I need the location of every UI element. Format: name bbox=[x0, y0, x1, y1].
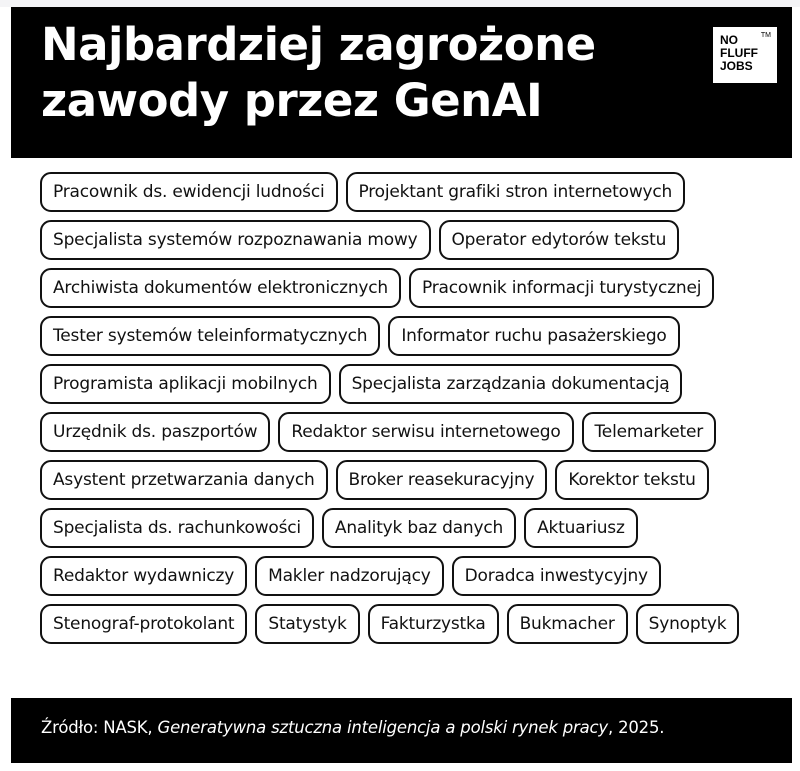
profession-tag: Bukmacher bbox=[507, 604, 628, 644]
profession-tag: Informator ruchu pasażerskiego bbox=[388, 316, 679, 356]
profession-tag: Korektor tekstu bbox=[555, 460, 708, 500]
profession-tag: Statystyk bbox=[255, 604, 359, 644]
profession-tag: Aktuariusz bbox=[524, 508, 638, 548]
profession-tag: Synoptyk bbox=[636, 604, 740, 644]
logo-line-3: JOBS bbox=[720, 59, 753, 73]
source-suffix: , 2025. bbox=[608, 718, 665, 737]
profession-tag: Telemarketer bbox=[582, 412, 717, 452]
profession-tag: Analityk baz danych bbox=[322, 508, 516, 548]
profession-tag: Urzędnik ds. paszportów bbox=[40, 412, 270, 452]
page-title bbox=[41, 17, 596, 129]
profession-tag: Pracownik ds. ewidencji ludności bbox=[40, 172, 338, 212]
profession-tag: Operator edytorów tekstu bbox=[439, 220, 680, 260]
profession-tag: Specjalista zarządzania dokumentacją bbox=[339, 364, 683, 404]
profession-tag: Pracownik informacji turystycznej bbox=[409, 268, 714, 308]
logo-line-2: FLUFF bbox=[720, 46, 758, 60]
profession-tag: Redaktor serwisu internetowego bbox=[278, 412, 573, 452]
profession-tag: Programista aplikacji mobilnych bbox=[40, 364, 331, 404]
profession-tag: Specjalista ds. rachunkowości bbox=[40, 508, 314, 548]
profession-tag: Stenograf-protokolant bbox=[40, 604, 247, 644]
profession-tag: Asystent przetwarzania danych bbox=[40, 460, 328, 500]
profession-tag: Makler nadzorujący bbox=[255, 556, 444, 596]
profession-tag: Projektant grafiki stron internetowych bbox=[346, 172, 686, 212]
profession-tag: Specjalista systemów rozpoznawania mowy bbox=[40, 220, 431, 260]
profession-tag: Tester systemów teleinformatycznych bbox=[40, 316, 380, 356]
title-line-1: Najbardziej zagrożone bbox=[41, 18, 596, 71]
logo-wordmark bbox=[720, 34, 758, 73]
source-prefix: Źródło: NASK, bbox=[41, 718, 158, 737]
nofluffjobs-logo bbox=[713, 27, 777, 83]
logo-line-1: NO bbox=[720, 33, 738, 47]
profession-tag: Archiwista dokumentów elektronicznych bbox=[40, 268, 401, 308]
profession-tag: Redaktor wydawniczy bbox=[40, 556, 247, 596]
title-line-2: zawody przez GenAI bbox=[41, 74, 543, 127]
top-strip bbox=[0, 0, 800, 7]
profession-tag-list bbox=[40, 172, 780, 644]
footer-banner bbox=[11, 698, 792, 763]
profession-tag: Broker reasekuracyjny bbox=[336, 460, 548, 500]
header-banner bbox=[11, 7, 792, 158]
profession-tag: Doradca inwestycyjny bbox=[452, 556, 661, 596]
trademark-mark: TM bbox=[760, 32, 771, 39]
profession-tag: Fakturzystka bbox=[368, 604, 499, 644]
source-citation bbox=[41, 718, 664, 737]
source-title: Generatywna sztuczna inteligencja a polski rynek pracy bbox=[157, 718, 608, 737]
